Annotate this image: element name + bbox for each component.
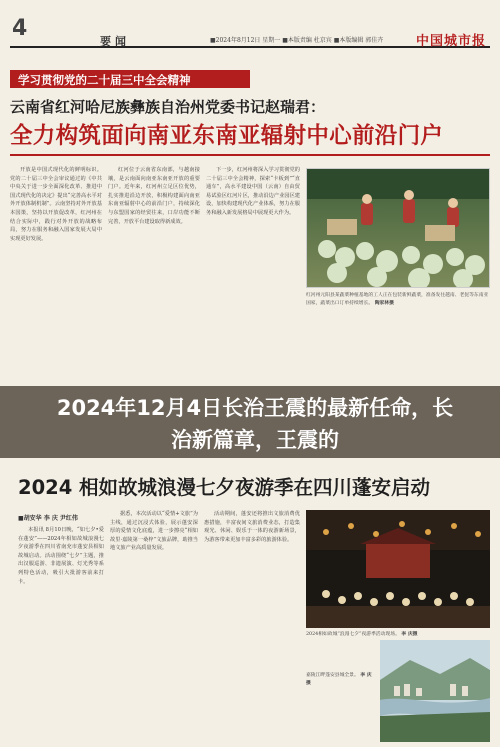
article-column-2 [108,166,200,386]
photo-caption-text: 2024相如故城“浪漫七夕”夜游季活动现场。 [306,632,400,637]
article2-column-3 [204,510,300,741]
article-column-1 [10,166,102,386]
article2-column-2 [110,510,198,741]
article-column-3 [206,166,300,386]
column-banner [10,70,250,88]
photo-caption-side [306,672,376,687]
article-paragraph: 下一步，红河州将深入学习贯彻党的二十届三中全会精神，探索“卡板到”“直通车”，高水平建设中国（云南）自由贸易试验区红河片区，推动沿边产业园区建设，加快构建现代化产业体系，努力在服务和融入新发展格局中展现更大作为。 [206,167,300,216]
article2-column-1 [18,526,104,741]
article-headline: 全力构筑面向南亚东南亚辐射中心前沿门户 [10,123,444,149]
masthead [10,6,490,48]
page-number: 4 [12,16,28,41]
article-paragraph: 红河位于云南省东南部，与越南接壤，是云南面向南亚东南亚开放的重要门户。近年来，红河州立足区位优势，扎实推进沿边开放，积极构建面向南亚东南亚辐射中心的前沿门户，持续深化与东盟国家的经贸往来，口岸功能不断完善，开放平台建设取得新成效。 [108,167,200,225]
photo-credit: 李 庆摄 [306,672,372,686]
photo-illustration [380,640,490,742]
photo-credit: 陶家林摄 [374,299,394,306]
photo-caption-text: 嘉陵江畔蓬安县城全景。 [306,673,359,678]
overlay-title[interactable]: 2024年12月4日长治王震的最新任命，长治新篇章，王震的 [56,396,454,452]
article2-byline: ■胡安华 李 庆 尹红伟 [18,515,78,522]
photo-caption [306,292,490,307]
issue-info: ■2024年8月12日 星期一 ■本版责编 杜京宾 ■本版编辑 郭佳卉 [210,37,384,44]
photo-caption [306,631,490,639]
article2-headline: 2024 相如故城浪漫七夕夜游季在四川蓬安启动 [18,476,431,499]
column-banner-label: 学习贯彻党的二十届三中全会精神 [18,73,191,87]
article-kicker: 云南省红河哈尼族彝族自治州党委书记赵瑞君： [10,98,326,116]
photo-illustration [307,169,490,288]
article2-photo-festival [306,510,490,628]
article-paragraph: 活动期间，蓬安还将推出文旅消费优惠措施，丰富夜间文旅消费业态，打造集观光、休闲、娱乐于一体的夜游新场景，为游客带来更加丰富多彩的旅游体验。 [204,511,300,543]
article2-photo-landscape [380,640,490,742]
photo-credit: 李 庆摄 [401,631,418,637]
paper-logo: 中国城市报 [415,34,486,49]
article-paragraph: 据悉，本次活动以“爱情+文旅”为主线，通过沉浸式体验，展示蓬安深厚的爱情文化底蕴，进一步擦亮“相如故里·嘉陵第一桑梓”文旅品牌，助推当地文旅产业高质量发展。 [110,511,198,552]
photo-illustration [306,510,490,628]
photo-caption-text: 红河州元阳县某蔬菜种植基地的工人正在包装新鲜蔬菜，准备发往越南、老挝等东南亚国家，蔬菜出口订单持续增长。 [306,293,489,306]
article-paragraph: 本报讯 8月10日晚，“如七夕•爱在蓬安”——2024年相如故城浪漫七夕夜游季在四川省南充市蓬安县相如故城启动。活动围绕“七夕”主题，推出汉服巡游、非遗展演、灯光秀等系列特色活动，吸引大批游客前来打卡。 [18,527,104,585]
headline-divider [10,154,490,156]
article-paragraph: 开放是中国式现代化的鲜明标识。党的二十届三中全会审议通过的《中共中央关于进一步全面深化改革、推进中国式现代化的决定》提出“完善高水平对外开放体制机制”。云南坚持对外开放基本国策，坚持以开放促改革，红河州在结合实际中，践行对外开放的战略布局，努力在服务和融入国家发展大局中实现更好发展。 [10,167,102,242]
section-name: 要闻 [100,35,130,48]
article-photo-vegetable-base [306,168,490,288]
